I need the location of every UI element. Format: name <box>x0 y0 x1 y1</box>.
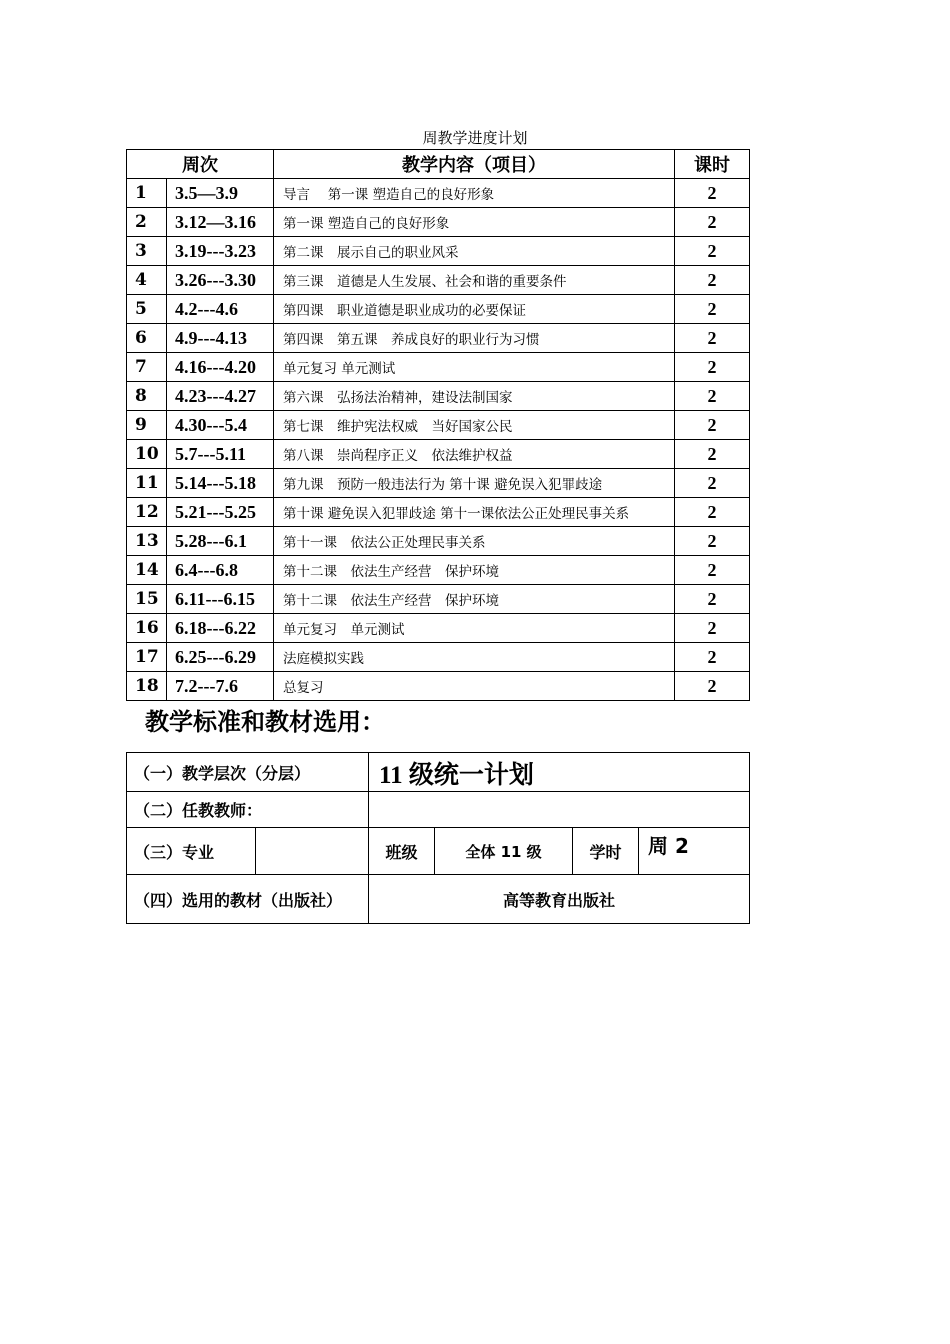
standards-row-level <box>127 753 750 792</box>
class-value: 全体 11 级 <box>435 828 573 875</box>
table-row <box>127 179 750 208</box>
row-number: 5 <box>127 295 167 324</box>
textbook-label: （四）选用的教材（出版社） <box>127 875 369 924</box>
row-hours: 2 <box>675 353 750 382</box>
row-hours: 2 <box>675 324 750 353</box>
row-hours: 2 <box>675 527 750 556</box>
row-hours: 2 <box>675 382 750 411</box>
row-hours: 2 <box>675 440 750 469</box>
level-value: 11 级统一计划 <box>369 753 750 792</box>
table-row <box>127 614 750 643</box>
row-content: 单元复习 单元测试 <box>274 614 675 643</box>
row-content: 单元复习 单元测试 <box>274 353 675 382</box>
row-hours: 2 <box>675 179 750 208</box>
header-hours: 课时 <box>675 150 750 179</box>
row-number: 16 <box>127 614 167 643</box>
row-date: 5.7---5.11 <box>167 440 274 469</box>
row-hours: 2 <box>675 643 750 672</box>
row-content: 第十课 避免误入犯罪歧途 第十一课依法公正处理民事关系 <box>274 498 675 527</box>
table-row <box>127 527 750 556</box>
row-number: 8 <box>127 382 167 411</box>
row-number: 18 <box>127 672 167 701</box>
row-hours: 2 <box>675 672 750 701</box>
row-number: 3 <box>127 237 167 266</box>
standards-row-teacher <box>127 792 750 828</box>
row-date: 4.30---5.4 <box>167 411 274 440</box>
row-date: 3.12—3.16 <box>167 208 274 237</box>
row-hours: 2 <box>675 237 750 266</box>
level-label: （一）教学层次（分层） <box>127 753 369 792</box>
table-row <box>127 208 750 237</box>
row-number: 7 <box>127 353 167 382</box>
page-title: 周教学进度计划 <box>422 129 528 147</box>
row-hours: 2 <box>675 469 750 498</box>
row-content: 第九课 预防一般违法行为 第十课 避免误入犯罪歧途 <box>274 469 675 498</box>
row-content: 第六课 弘扬法治精神，建设法制国家 <box>274 382 675 411</box>
row-hours: 2 <box>675 266 750 295</box>
table-row <box>127 295 750 324</box>
row-number: 15 <box>127 585 167 614</box>
row-content: 第三课 道德是人生发展、社会和谐的重要条件 <box>274 266 675 295</box>
row-date: 6.4---6.8 <box>167 556 274 585</box>
row-content: 总复习 <box>274 672 675 701</box>
standards-table <box>126 752 750 924</box>
row-date: 7.2---7.6 <box>167 672 274 701</box>
table-row <box>127 411 750 440</box>
table-row <box>127 237 750 266</box>
section-heading: 教学标准和教材选用： <box>145 708 385 736</box>
row-number: 9 <box>127 411 167 440</box>
table-row <box>127 324 750 353</box>
class-label: 班级 <box>369 828 435 875</box>
row-date: 4.9---4.13 <box>167 324 274 353</box>
row-date: 5.21---5.25 <box>167 498 274 527</box>
header-week: 周次 <box>127 150 274 179</box>
row-number: 13 <box>127 527 167 556</box>
row-content: 法庭模拟实践 <box>274 643 675 672</box>
table-row <box>127 498 750 527</box>
row-date: 6.18---6.22 <box>167 614 274 643</box>
table-row <box>127 382 750 411</box>
row-date: 3.19---3.23 <box>167 237 274 266</box>
row-number: 2 <box>127 208 167 237</box>
row-content: 导言 第一课 塑造自己的良好形象 <box>274 179 675 208</box>
row-number: 6 <box>127 324 167 353</box>
table-row <box>127 469 750 498</box>
row-content: 第二课 展示自己的职业风采 <box>274 237 675 266</box>
row-number: 17 <box>127 643 167 672</box>
row-hours: 2 <box>675 614 750 643</box>
row-date: 5.28---6.1 <box>167 527 274 556</box>
table-row <box>127 266 750 295</box>
row-content: 第八课 崇尚程序正义 依法维护权益 <box>274 440 675 469</box>
row-date: 6.25---6.29 <box>167 643 274 672</box>
row-date: 4.23---4.27 <box>167 382 274 411</box>
row-number: 1 <box>127 179 167 208</box>
row-content: 第十一课 依法公正处理民事关系 <box>274 527 675 556</box>
schedule-header-row <box>127 150 750 179</box>
standards-row-textbook <box>127 875 750 924</box>
table-row <box>127 353 750 382</box>
teacher-value <box>369 792 750 828</box>
table-row <box>127 585 750 614</box>
row-content: 第四课 第五课 养成良好的职业行为习惯 <box>274 324 675 353</box>
row-content: 第十二课 依法生产经营 保护环境 <box>274 556 675 585</box>
row-content: 第一课 塑造自己的良好形象 <box>274 208 675 237</box>
row-date: 6.11---6.15 <box>167 585 274 614</box>
row-content: 第四课 职业道德是职业成功的必要保证 <box>274 295 675 324</box>
row-hours: 2 <box>675 585 750 614</box>
row-hours: 2 <box>675 556 750 585</box>
row-number: 10 <box>127 440 167 469</box>
standards-row-major <box>127 828 750 875</box>
row-hours: 2 <box>675 411 750 440</box>
table-row <box>127 440 750 469</box>
teacher-label: （二）任教教师： <box>127 792 369 828</box>
row-date: 4.2---4.6 <box>167 295 274 324</box>
major-label: （三）专业 <box>127 828 256 875</box>
row-number: 11 <box>127 469 167 498</box>
row-date: 3.26---3.30 <box>167 266 274 295</box>
row-date: 4.16---4.20 <box>167 353 274 382</box>
textbook-value: 高等教育出版社 <box>369 875 750 924</box>
major-value <box>256 828 369 875</box>
schedule-table <box>126 149 750 701</box>
header-content: 教学内容（项目） <box>274 150 675 179</box>
row-hours: 2 <box>675 208 750 237</box>
table-row <box>127 672 750 701</box>
row-date: 3.5—3.9 <box>167 179 274 208</box>
row-content: 第十二课 依法生产经营 保护环境 <box>274 585 675 614</box>
table-row <box>127 556 750 585</box>
table-row <box>127 643 750 672</box>
hours-value: 周 2 <box>639 828 750 875</box>
row-content: 第七课 维护宪法权威 当好国家公民 <box>274 411 675 440</box>
row-number: 12 <box>127 498 167 527</box>
row-hours: 2 <box>675 295 750 324</box>
row-date: 5.14---5.18 <box>167 469 274 498</box>
row-number: 4 <box>127 266 167 295</box>
row-hours: 2 <box>675 498 750 527</box>
row-number: 14 <box>127 556 167 585</box>
hours-label: 学时 <box>573 828 639 875</box>
